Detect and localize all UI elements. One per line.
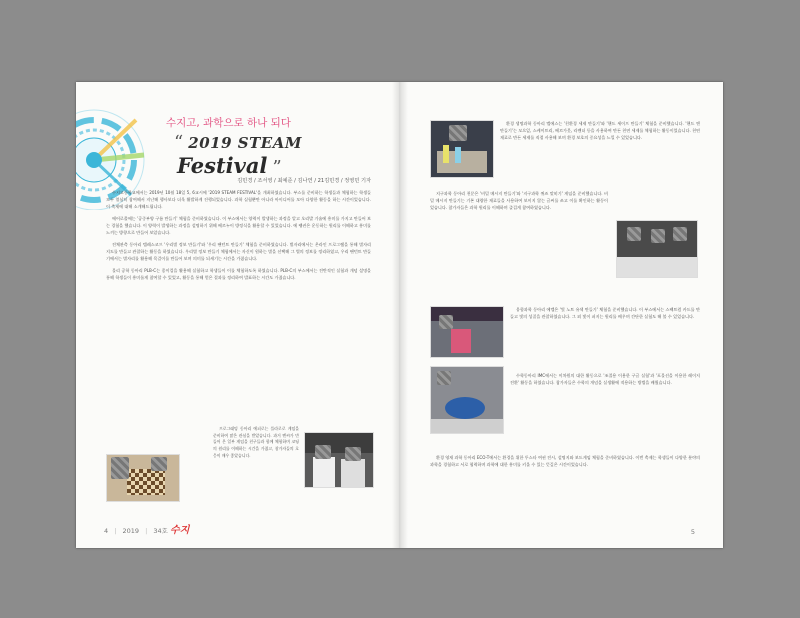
right-page: [400, 82, 723, 548]
close-quote-mark: ”: [272, 157, 282, 178]
paragraph: 환경 생명과학 동아리 엘에스는 '친환경 세제 만들기'와 '핸드 세이프 만들기' 체험을 준비했습니다. '핸드 앤 만들기'는 모으잎, 스케이트리, 베르가못, 라벤더 등을 사용하여 만든 천연 세제를 체험하는 활동이었습니다. 천연 재료로 만든 세제를 직접 사용해 보며 환경 보호의 중요성을 느낄 수 있었습니다.: [500, 121, 700, 140]
paragraph: 수학동아리 IMC에서는 이차원의 대한 활동으로 '조절용 이용한 구글 실험'과 '포물선을 이용한 레이저 전환' 활동을 하였습니다. 참가자들은 수학의 개념을 실생활에 적용하는 방법을 배웠습니다.: [510, 373, 700, 385]
paragraph: 물리 공학 동아리 PLB-C는 종이컵을 활용해 실험하고 학생들이 이를 체험하도록 하였습니다. PLB-C의 부스에서는 전반적인 실험과 개념 설명을 통해 학생들이 흥미롭게 참여할 수 있었고, 활동을 통해 얻은 결과를 정리하여 발표하는 시간도 가졌습니다.: [106, 268, 371, 280]
open-quote-mark: “: [174, 132, 184, 153]
left-footer: 4 | 2019 | 34호 수지: [104, 525, 190, 536]
article-subtitle: 수지고, 과학으로 하나 되다: [166, 117, 291, 129]
blurred-face: [651, 229, 665, 243]
blurred-face: [151, 457, 167, 471]
blurred-face: [437, 371, 451, 385]
left-page: [76, 82, 399, 548]
photo-math-activity: [430, 366, 504, 434]
left-text-column: [106, 189, 371, 286]
right-text-block-2: [430, 190, 608, 215]
paragraph: 프로그래밍 동아리 에피로는 플라로로 게임을 준비하여 많은 관심을 받았습니다. 과거 엔씨가 만들어 온 일부 게임을 친구들과 함께 체험하며 코딩의 원리를 이해하는 시간을 가졌고, 참가자들의 호응이 매우 좋았습니다.: [213, 426, 299, 458]
page-gutter: [392, 82, 408, 548]
footer-issue: 34호: [153, 527, 168, 535]
photo-board-game: [106, 454, 180, 502]
photo-students-group: [304, 432, 374, 488]
right-text-block-3: [510, 306, 700, 324]
photo-light-experiment: [430, 306, 504, 358]
magazine-spread: [76, 82, 723, 548]
chess-board: [127, 469, 165, 495]
paragraph: 전체관측 동아리 텔레스코프 '우리별 정보 만들기'와 '우리 팬던트 만들기' 체험을 준비하였습니다. 별자리에서는 온라인 프로그램을 통해 별자리 지도를 만들고 관찰하는 활동을 하였습니다. 우리별 정보 만들기 체험에서는 자신이 원하는 별을 선택해 그 별의 정보를 정리하였고, 우리 팬던트 만들기에서는 별자리를 활용해 목걸이를 만들어 보며 의미를 되새기는 시간을 가졌습니다.: [106, 242, 371, 261]
page-number: 5: [690, 528, 695, 536]
photo-students-booth: [616, 220, 698, 278]
photo-lab-experiment: [430, 120, 494, 178]
footer-year: 2019: [122, 527, 140, 535]
right-text-block-4: [510, 372, 700, 390]
right-text-block-5: [430, 454, 700, 472]
title-main: 2019 STEAM: [188, 134, 302, 152]
blurred-face: [673, 227, 687, 241]
blurred-face: [449, 125, 467, 141]
paragraph: 에어로졸에는 '공중부양 구름 만들기' 체험을 준비하였습니다. 이 부스에서는 양력이 발생하는 과정을 알고 오리발 기술에 흥미를 가지고 만들어 보는 경험을 했습니다. 이 양력이 발생하는 과정을 설명하기 위해 베르누이 방정식을 활용할 수 있었습니다. 에 펭귄은 운동하는 원리를 이해하고 흥미를 느끼는 방향으로 만들어 보았습니다.: [106, 216, 371, 235]
paragraph: 환경 영재 과학 동아리 ECO-T에서는 환경을 위한 투스타 여권 전시, 설명지와 보드게임 체험을 준비하였습니다. 이번 축제는 학생들이 다양한 분야의 과학을 경험하고 서로 협력하며 과학에 대한 흥미를 키울 수 있는 뜻깊은 시간이었습니다.: [430, 455, 700, 467]
title-script: Festival: [177, 153, 268, 178]
blurred-face: [439, 315, 453, 329]
blurred-face: [345, 447, 361, 461]
bottom-text-column: [213, 426, 299, 460]
footer-logo: 수지: [170, 525, 190, 536]
article-title: [174, 132, 399, 178]
article-authors: 김민경 / 조서영 / 최예준 / 김나연 / 21김민경 / 정영민 기자: [237, 178, 371, 184]
blurred-face: [111, 457, 129, 479]
right-footer: [691, 528, 695, 536]
blurred-face: [627, 227, 641, 241]
blurred-face: [315, 445, 331, 459]
paragraph: 지구과학 동아리 천문은 '비밀 메시지 만들기'와 '지구과학 퀴즈 맞히기' 게임을 준비했습니다. 비밀 메시지 만들기는 기본 대량한 재료들을 사용하여 보이지 않는 글씨를 쓰고 이를 확인하는 활동이었습니다. 참가자들은 과학 원리를 이해하며 즐겁게 참여하였습니다.: [430, 191, 608, 210]
paragraph: 수지고등학교에서는 2019년 10월 18일 5, 6교시에 '2019 STEAM FESTIVAL'을 개최하였습니다. 부스를 준비하는 학생들과 체험하는 학생들 모두 열심히 참여해서 지난해 행사보다 더욱 활발하게 진행되었습니다. 과학 실험뿐만 아니라 아이디어를 모아 다양한 활동을 하는 시간이었습니다. 이 축제에 대해 소개해드립니다.: [106, 190, 371, 209]
page-number: 4: [104, 527, 109, 535]
right-text-top: [500, 120, 700, 145]
paragraph: 융합과학 동아리 에엘은 '빛 노트 유색 만들기' 체험을 준비했습니다. 이 부스에서는 스펙트럼 카드를 만들고 빛의 성질을 관찰하였습니다. 그 외 빛이 퍼지는 원리를 배우며 간단한 실험도 해 볼 수 있었습니다.: [510, 307, 700, 319]
